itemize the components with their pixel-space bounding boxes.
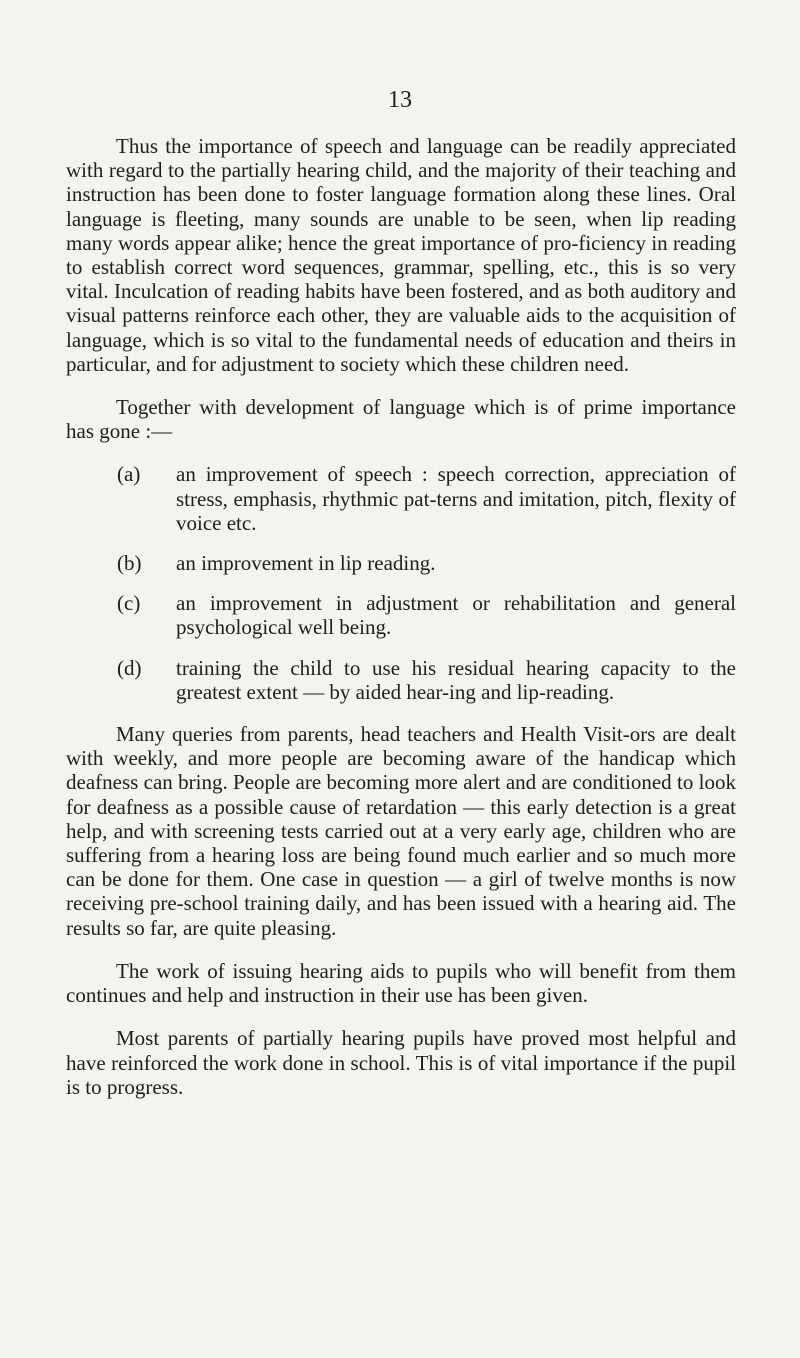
list-item: [66, 591, 736, 639]
page-content: [66, 134, 736, 1118]
list-item: [66, 462, 736, 535]
list-marker: (a): [117, 462, 141, 487]
list-item-text: an improvement in adjustment or rehabilitation and general psychological well being.: [176, 591, 736, 640]
list-marker: (b): [117, 551, 142, 576]
list-marker: (c): [117, 591, 141, 616]
list-item-text: an improvement of speech : speech correction, appreciation of stress, emphasis, rhythmic pat-terns and imitation, pitch, flexity of voice etc.: [176, 462, 736, 535]
paragraph-parents: Most parents of partially hearing pupils have proved most helpful and have reinforced the work done in school. This is of vital importance if the pupil is to progress.: [66, 1026, 736, 1099]
improvement-list: [66, 462, 736, 704]
paragraph-queries: Many queries from parents, head teachers and Health Visit-ors are dealt with weekly, and more people are becoming aware of the handicap which deafness can bring. People are becoming more alert and are conditioned to look for deafness as a possible cause of retardation — this early detection is a great help, and with screening tests carried out at a very early age, children who are suffering from a hearing loss are being found much earlier and so much more can be done for them. One case in question — a girl of twelve months is now receiving pre-school training daily, and has been issued with a hearing aid. The results so far, are quite pleasing.: [66, 722, 736, 940]
list-item-text: training the child to use his residual hearing capacity to the greatest extent — by aided hear-ing and lip-reading.: [176, 655, 736, 704]
paragraph-development-intro: Together with development of language which is of prime importance has gone :—: [66, 395, 736, 444]
list-item: [66, 551, 736, 575]
page-number: 13: [388, 87, 412, 113]
paragraph-hearing-aids: The work of issuing hearing aids to pupils who will benefit from them continues and help and instruction in their use has been given.: [66, 958, 736, 1008]
list-marker: (d): [117, 655, 142, 680]
list-item: [66, 656, 736, 704]
list-item-text: an improvement in lip reading.: [176, 551, 436, 576]
paragraph-speech-language: Thus the importance of speech and language can be readily appreciated with regard to the partially hearing child, and the majority of their teaching and instruction has been done to foster language formation along these lines. Oral language is fleeting, many sounds are unable to be seen, when lip reading many words appear alike; hence the great importance of pro-ficiency in reading to establish correct word sequences, grammar, spelling, etc., this is so very vital. Inculcation of reading habits have been fostered, and as both auditory and visual patterns reinforce each other, they are valuable aids to the acquisition of language, which is so vital to the fundamental needs of education and theirs in particular, and for adjustment to society which these children need.: [66, 134, 736, 376]
